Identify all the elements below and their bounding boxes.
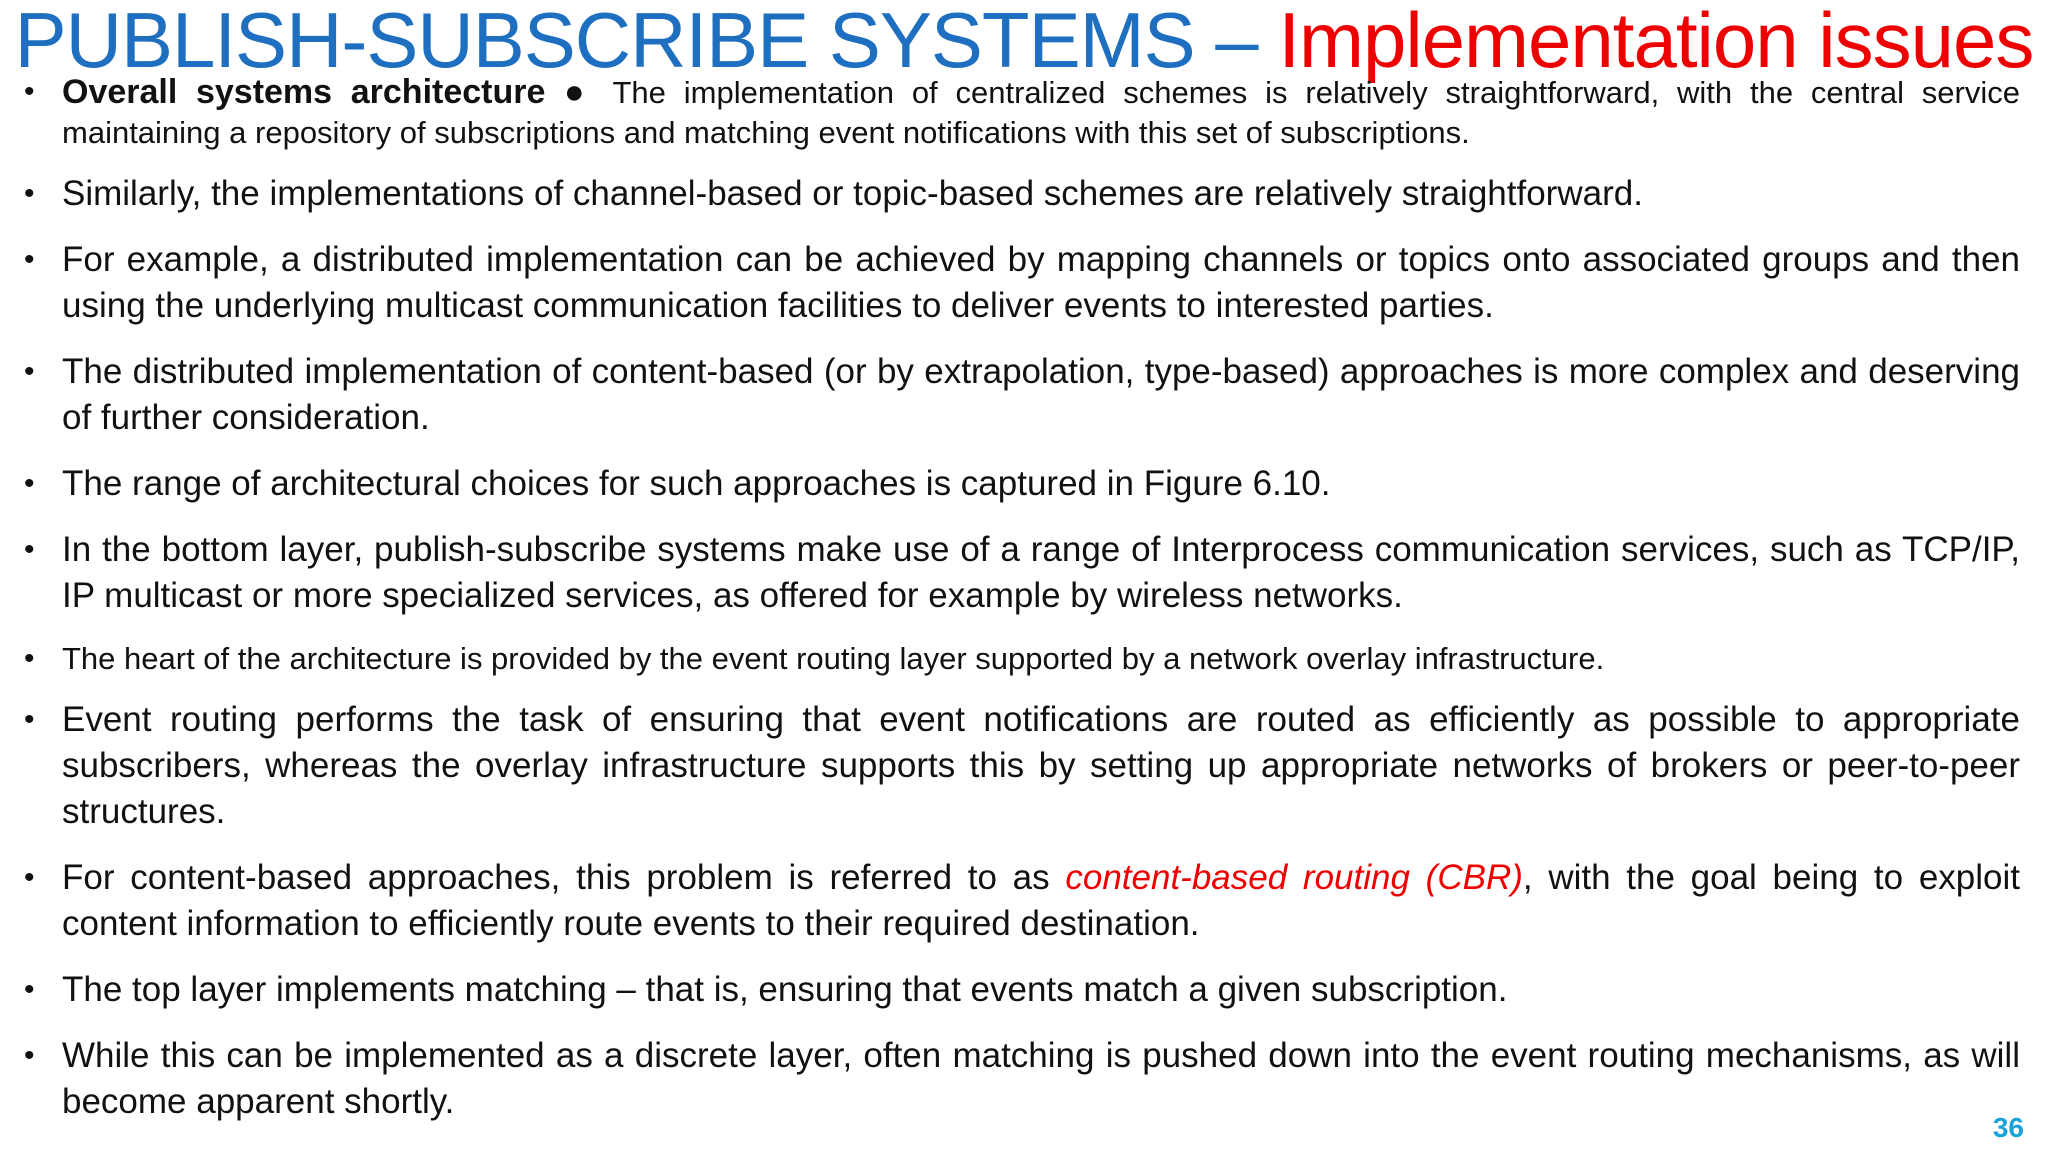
bullet-dot: • [24,533,35,566]
bullet-dot: • [24,642,35,675]
bullet-dot: • [24,243,35,276]
bullet-text: The top layer implements matching – that is, ensuring that events match a given subscription. [62,970,1508,1009]
bullet-text: In the bottom layer, publish-subscribe systems make use of a range of Interprocess communication services, such as TCP/IP, IP multicast or more specialized services, as offered for example by wireless networks. [62,530,2020,615]
bullet-item-6 [20,527,2020,619]
bullet-dot: • [24,973,35,1006]
bullet-item-11 [20,1033,2020,1125]
cbr-highlight-text: content-based routing (CBR) [1065,858,1523,897]
bullet-text: The distributed implementation of content-based (or by extrapolation, type-based) approaches is more complex and deserving of further consideration. [62,352,2020,437]
bullet-dot: • [24,177,35,210]
slide-title-main: PUBLISH-SUBSCRIBE SYSTEMS – [14,0,1279,84]
bullet-text: While this can be implemented as a discrete layer, often matching is pushed down into the event routing mechanisms, as will become apparent shortly. [62,1036,2020,1121]
bullet-dot: • [24,355,35,388]
slide-title-highlight: Implementation issues [1278,0,2034,84]
slide-title [0,0,2048,84]
bullet-item-9 [20,855,2020,947]
bullet-item-3 [20,237,2020,329]
bullet-item-4 [20,349,2020,441]
bullet-item-5 [20,461,2020,507]
bullet-text: The implementation of centralized schemes is relatively straightforward, with the central service maintaining a repository of subscriptions and matching event notifications with this set of subscriptions. [62,75,2020,150]
bullet-dot: • [24,861,35,894]
bullet-lead-text: Overall systems architecture ● [62,73,613,111]
bullet-dot: • [24,1039,35,1072]
bullet-text: Similarly, the implementations of channel-based or topic-based schemes are relatively straightforward. [62,174,1643,213]
bullet-item-1 [20,72,2020,153]
bullet-item-2 [20,171,2020,217]
bullet-item-10 [20,967,2020,1013]
bullet-text-before: For content-based approaches, this problem is referred to as [62,858,1066,897]
bullet-text: The heart of the architecture is provided by the event routing layer supported by a network overlay infrastructure. [62,641,1605,676]
bullet-dot: • [24,75,35,108]
bullet-dot: • [24,703,35,736]
bullet-text: The range of architectural choices for such approaches is captured in Figure 6.10. [62,464,1331,503]
bullet-text-after: , with the goal being to exploit content information to efficiently route events to their required destination. [62,858,2021,943]
bullet-dot: • [24,467,35,500]
bullet-item-7 [20,639,2020,679]
bullet-list [20,72,2020,1145]
bullet-text: Event routing performs the task of ensuring that event notifications are routed as efficiently as possible to appropriate subscribers, whereas the overlay infrastructure supports this by setting up appropriate networks of brokers or peer-to-peer structures. [62,700,2020,831]
bullet-item-8 [20,697,2020,835]
page-number: 36 [1992,1112,2024,1143]
bullet-text: For example, a distributed implementation can be achieved by mapping channels or topics onto associated groups and then using the underlying multicast communication facilities to deliver events to interested parties. [62,240,2020,325]
